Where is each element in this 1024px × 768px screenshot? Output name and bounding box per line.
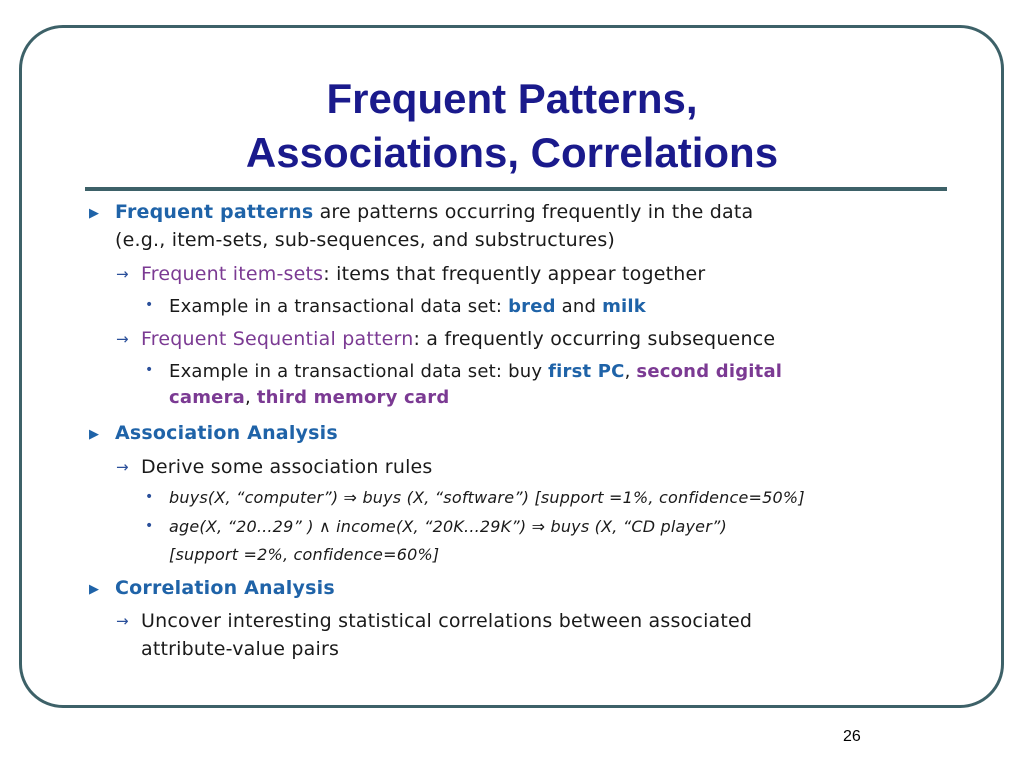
bullet-text: are patterns occurring frequently in the data: [313, 201, 754, 223]
subbullet-text: : a frequently occurring subsequence: [413, 328, 776, 350]
page-number: 26: [843, 728, 861, 745]
term-association-analysis: Association Analysis: [115, 422, 338, 444]
item-camera: camera: [169, 387, 246, 408]
dot-bullet-icon: •: [145, 489, 154, 505]
example-connector: and: [555, 296, 603, 317]
title-line-1: Frequent Patterns,: [326, 75, 698, 122]
rule-age-income: age(X, “20...29” ) ∧ income(X, “20K...29K”) ⇒ buys (X, “CD player”): [169, 517, 727, 536]
dot-bullet-icon: •: [145, 518, 154, 534]
arrow-bullet-icon: →: [116, 330, 129, 348]
subbullet-uncover-correlations: Uncover interesting statistical correlations between associated: [141, 610, 753, 632]
bullet-correlation-analysis: [115, 577, 335, 599]
triangle-bullet-icon: ▶: [89, 582, 99, 597]
separator: ,: [624, 361, 637, 382]
rule-buys-computer: buys(X, “computer”) ⇒ buys (X, “software”) [support =1%, confidence=50%]: [169, 488, 805, 507]
subbullet-sequential-pattern: [141, 328, 775, 350]
triangle-bullet-icon: ▶: [89, 427, 99, 442]
arrow-bullet-icon: →: [116, 612, 129, 630]
arrow-bullet-icon: →: [116, 458, 129, 476]
item-first-pc: first PC: [548, 361, 625, 382]
bullet-association-analysis: [115, 422, 338, 444]
dot-bullet-icon: •: [145, 297, 154, 313]
rule-age-income-support: [support =2%, confidence=60%]: [169, 545, 440, 564]
subbullet-frequent-itemsets: [141, 263, 705, 285]
dot-bullet-icon: •: [145, 362, 154, 378]
example-itemsets: [169, 296, 646, 317]
separator: ,: [245, 387, 257, 408]
subbullet-continuation: attribute-value pairs: [141, 638, 340, 660]
item-second-digital: second digital: [636, 361, 783, 382]
arrow-bullet-icon: →: [116, 265, 129, 283]
bullet-continuation: (e.g., item-sets, sub-sequences, and substructures): [115, 229, 616, 251]
term-correlation-analysis: Correlation Analysis: [115, 577, 335, 599]
example-sequential-cont: [169, 387, 449, 408]
subbullet-text: : items that frequently appear together: [323, 263, 706, 285]
item-bred: bred: [508, 296, 556, 317]
bullet-frequent-patterns: [115, 201, 753, 223]
example-sequential: [169, 361, 782, 382]
triangle-bullet-icon: ▶: [89, 206, 99, 221]
item-third-memory-card: third memory card: [256, 387, 450, 408]
term-frequent-patterns: Frequent patterns: [115, 201, 314, 223]
term-frequent-itemsets: Frequent item-sets: [141, 263, 324, 285]
title-line-2: Associations, Correlations: [245, 129, 779, 176]
subbullet-derive-rules: Derive some association rules: [141, 456, 433, 478]
example-text: Example in a transactional data set:: [169, 296, 509, 317]
item-milk: milk: [602, 296, 646, 317]
term-sequential-pattern: Frequent Sequential pattern: [141, 328, 414, 350]
example-text: Example in a transactional data set: buy: [169, 361, 549, 382]
